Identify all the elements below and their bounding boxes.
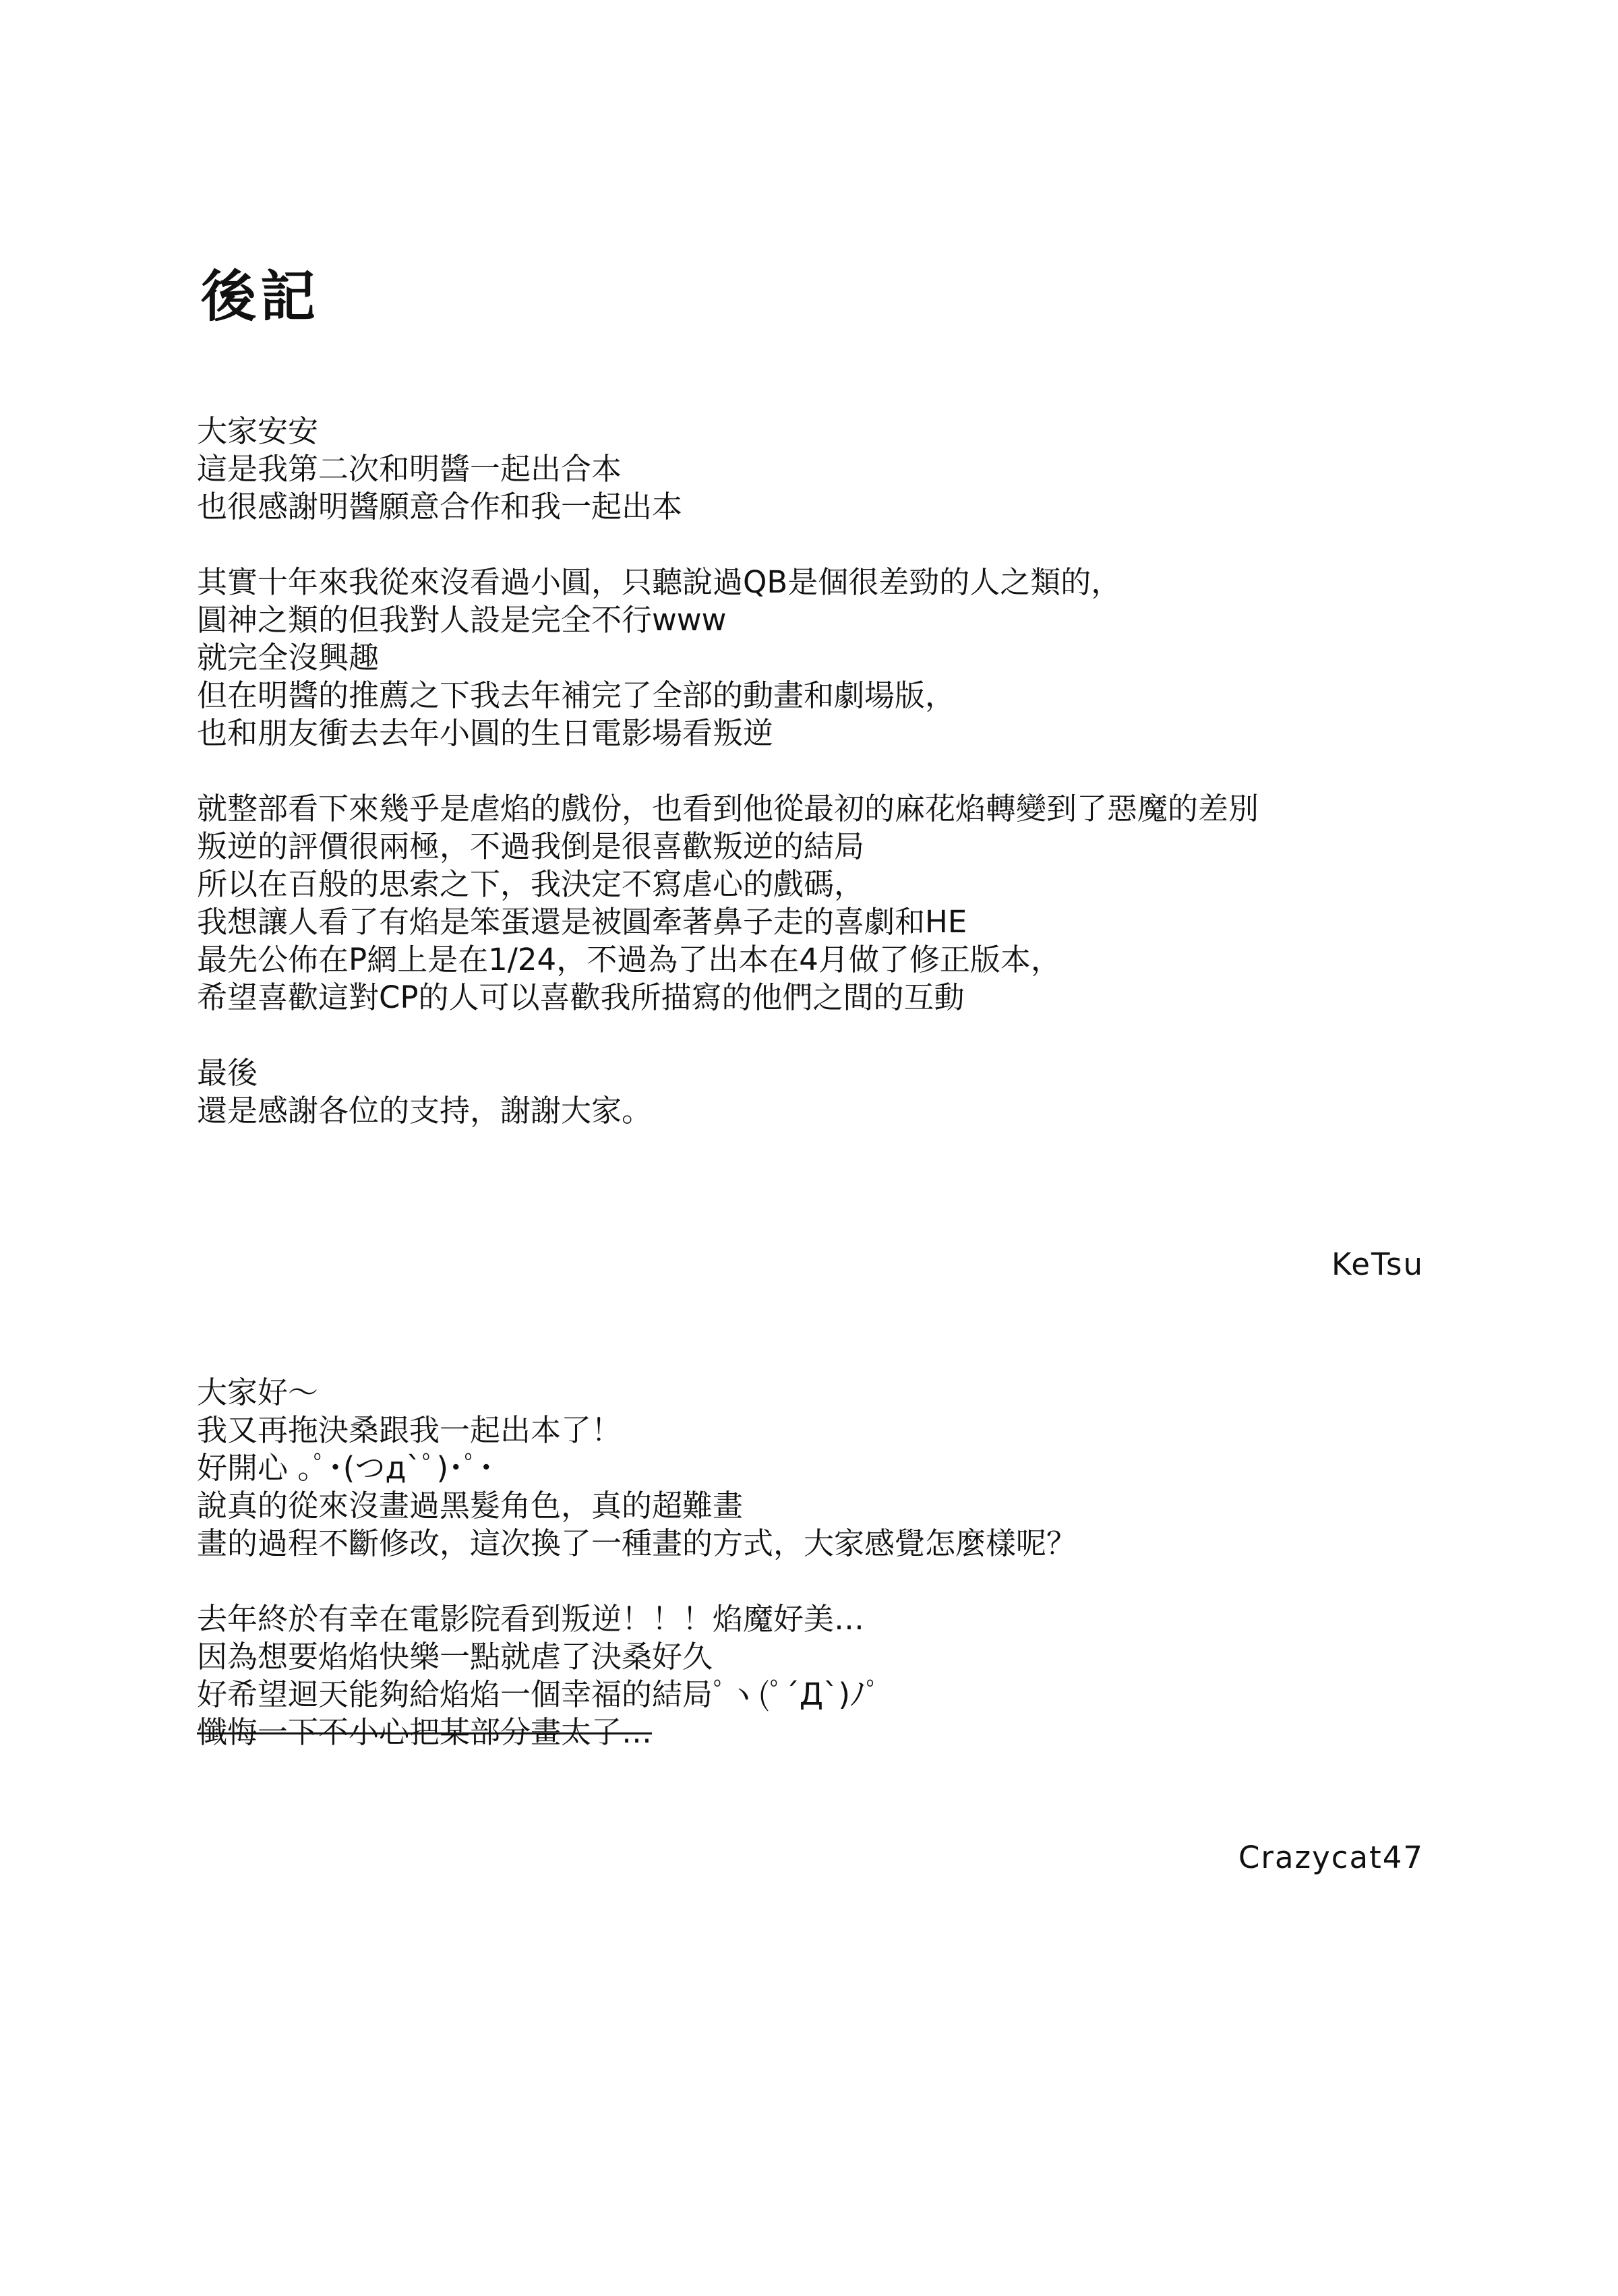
- paragraph: [197, 790, 1464, 1017]
- text-line: 也和朋友衝去去年小圓的生日電影場看叛逆: [197, 715, 774, 751]
- afterword-crazycat47: [197, 1374, 1464, 1751]
- text-line: 就完全沒興趣: [197, 640, 380, 675]
- text-line: 好希望迴天能夠給焰焰一個幸福的結局ﾟヽ(ﾟ´Д`)ﾉﾟ: [197, 1676, 881, 1712]
- text-line: 去年終於有幸在電影院看到叛逆！！！焰魔好美…: [197, 1601, 865, 1637]
- paragraph: [197, 1054, 1464, 1130]
- text-line: 但在明醬的推薦之下我去年補完了全部的動畫和劇場版，: [197, 677, 956, 713]
- text-line: 圓神之類的但我對人設是完全不行www: [197, 602, 727, 638]
- text-line: 大家好～: [197, 1374, 319, 1410]
- page-title: 後記: [201, 265, 320, 329]
- signature-ketsu: KeTsu: [1331, 1246, 1424, 1282]
- paragraph: [197, 413, 1464, 526]
- text-line: 大家安安: [197, 413, 319, 449]
- paragraph: [197, 1374, 1464, 1563]
- text-line: 最後: [197, 1055, 258, 1091]
- text-line: 希望喜歡這對CP的人可以喜歡我所描寫的他們之間的互動: [197, 979, 965, 1015]
- text-line: 我想讓人看了有焰是笨蛋還是被圓牽著鼻子走的喜劇和HE: [197, 904, 967, 940]
- signature-crazycat47: Crazycat47: [1238, 1840, 1424, 1875]
- text-line: 就整部看下來幾乎是虐焰的戲份，也看到他從最初的麻花焰轉變到了惡魔的差別: [197, 791, 1259, 826]
- text-line: 所以在百般的思索之下，我決定不寫虐心的戲碼，: [197, 866, 865, 902]
- text-line: 我又再拖決桑跟我一起出本了！: [197, 1412, 622, 1448]
- afterword-ketsu: [197, 413, 1464, 1130]
- text-line: 還是感謝各位的支持，謝謝大家。: [197, 1093, 653, 1128]
- text-line: 好開心 ｡ﾟ･(つд`ﾟ)･ﾟ･: [197, 1450, 494, 1486]
- text-line: 其實十年來我從來沒看過小圓，只聽說過QB是個很差勁的人之類的，: [197, 564, 1122, 600]
- strikethrough-line: 懺悔一下不小心把某部分畫太了…: [197, 1714, 653, 1750]
- paragraph: [197, 1600, 1464, 1751]
- paragraph: [197, 564, 1464, 752]
- text-line: 畫的過程不斷修改，這次換了一種畫的方式，大家感覺怎麼樣呢？: [197, 1525, 1077, 1561]
- text-line: 最先公佈在P網上是在1/24，不過為了出本在4月做了修正版本，: [197, 942, 1061, 977]
- text-line: 說真的從來沒畫過黑髮角色，真的超難畫: [197, 1488, 744, 1523]
- text-line: 因為想要焰焰快樂一點就虐了決桑好久: [197, 1639, 713, 1674]
- text-line: 這是我第二次和明醬一起出合本: [197, 451, 622, 487]
- text-line: 叛逆的評價很兩極，不過我倒是很喜歡叛逆的結局: [197, 828, 865, 864]
- text-line: 也很感謝明醬願意合作和我一起出本: [197, 489, 683, 524]
